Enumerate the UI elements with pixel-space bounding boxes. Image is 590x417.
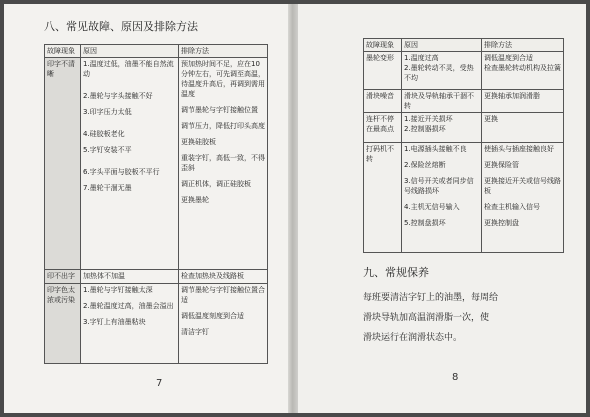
fix-item: 调低温度到合适 [484,54,533,62]
table-row [45,270,268,284]
symptom-cell: 印不出字 [45,270,81,284]
table-row [364,113,564,143]
header-cause: 原因 [402,39,482,52]
cause-cell: 加热体不加温 [81,270,179,284]
table-row [45,58,268,270]
cause-item: 2.保险丝熔断 [404,161,446,169]
paragraph-line: 滑块运行在润滑状态中。 [363,333,463,343]
maintenance-paragraph [363,288,498,348]
fix-item: 检查墨轮转动机构及拉簧 [484,64,561,72]
cause-item: 3.字钉上有油墨粘块 [83,318,146,326]
symptom-cell: 印字不清晰 [45,58,81,270]
fix-cell [482,143,564,253]
table-row [364,143,564,253]
table-row [45,284,268,364]
fix-item: 重装字钉，高低一致，不得歪斜 [181,154,265,172]
fix-item: 检查主机输入信号 [484,203,540,211]
fix-item: 清洁字钉 [181,328,209,336]
header-symptom: 故障现象 [364,39,402,52]
cause-item: 2.控制器损坏 [404,125,446,133]
cause-cell: 滑块及导轨轴承干涸不转 [402,90,482,113]
fix-item: 更换控制盘 [484,219,519,227]
right-troubleshoot-table [363,38,564,253]
cause-item: 4.主机无信号输入 [404,203,460,211]
symptom-cell: 印字色太浓或污染 [45,284,81,364]
cause-item: 2.墨轮温度过高，油墨会溢出 [83,302,174,310]
paragraph-line: 滑块导轨加高温润滑脂一次，使 [363,313,490,323]
cause-item: 5.字钉安装不平 [83,146,132,154]
symptom-cell: 墨轮变形 [364,52,402,90]
header-cause: 原因 [81,45,179,58]
left-page-title: 八、常见故障、原因及排除方法 [44,20,198,33]
symptom-cell: 连杆不停在最高点 [364,113,402,143]
right-page-number: 8 [452,372,459,383]
book-gutter [288,4,298,413]
fix-item: 更换墨轮 [181,196,209,204]
symptom-cell: 打码机不转 [364,143,402,253]
cause-item: 1.墨轮与字钉接触太深 [83,286,153,294]
fix-cell [482,113,564,143]
cause-item: 1.电源插头接触不良 [404,145,467,153]
paragraph-line: 每班要清洁字钉上的油墨，每周给 [363,293,499,303]
cause-item: 4.硅胶板老化 [83,130,125,138]
left-page-number: 7 [156,378,163,389]
cause-item: 3.印字压力太低 [83,108,132,116]
cause-cell [402,143,482,253]
cause-item: 5.控制盘损坏 [404,219,446,227]
symptom-cell: 滑块噪音 [364,90,402,113]
header-symptom: 故障现象 [45,45,81,58]
fix-cell [179,58,268,270]
cause-cell [81,58,179,270]
fix-cell: 更换轴承加润滑脂 [482,90,564,113]
fix-item: 调节墨轮与字钉接触位置 [181,106,258,114]
fix-item: 更换接近开关或信号线路板 [484,177,561,195]
cause-cell [81,284,179,364]
fix-item: 调低温度刻度到合适 [181,312,244,320]
cause-cell [402,52,482,90]
fix-cell: 检查加热块及线路板 [179,270,268,284]
left-troubleshoot-table [44,44,268,364]
cause-item: 7.墨轮干涸无墨 [83,184,132,192]
cause-item: 3.信号开关或者同步信号线路损坏 [404,177,474,195]
fix-item: 使插头与插座接触良好 [484,145,554,153]
cause-item: 2.墨轮与字头接触不好 [83,92,153,100]
cause-item: 1.接近开关损坏 [404,115,453,123]
cause-item: 2.墨轮转动不灵，受热不均 [404,64,474,82]
fix-item: 更换 [484,115,498,123]
header-fix: 排除方法 [179,45,268,58]
header-fix: 排除方法 [482,39,564,52]
right-section-title: 九、常规保养 [363,266,429,279]
fix-item: 调正机体，调正硅胶板 [181,180,251,188]
cause-item: 1.温度过高 [404,54,439,62]
table-row [364,52,564,90]
cause-item: 1.温度过低，油墨不能自然流动 [83,60,174,78]
fix-item: 预加热时间不足，应在10分钟左右，可先调至高温，待温度升高后，再调到需用温度 [181,60,265,98]
table-row [364,90,564,113]
fix-item: 调节压力，降低打印头高度 [181,122,265,130]
cause-cell [402,113,482,143]
fix-item: 更换保险管 [484,161,519,169]
fix-cell [482,52,564,90]
fix-item: 调节墨轮与字钉接触位置合适 [181,286,265,304]
fix-item: 更换硅胶板 [181,138,216,146]
cause-item: 6.字头平面与胶板不平行 [83,168,160,176]
fix-cell [179,284,268,364]
